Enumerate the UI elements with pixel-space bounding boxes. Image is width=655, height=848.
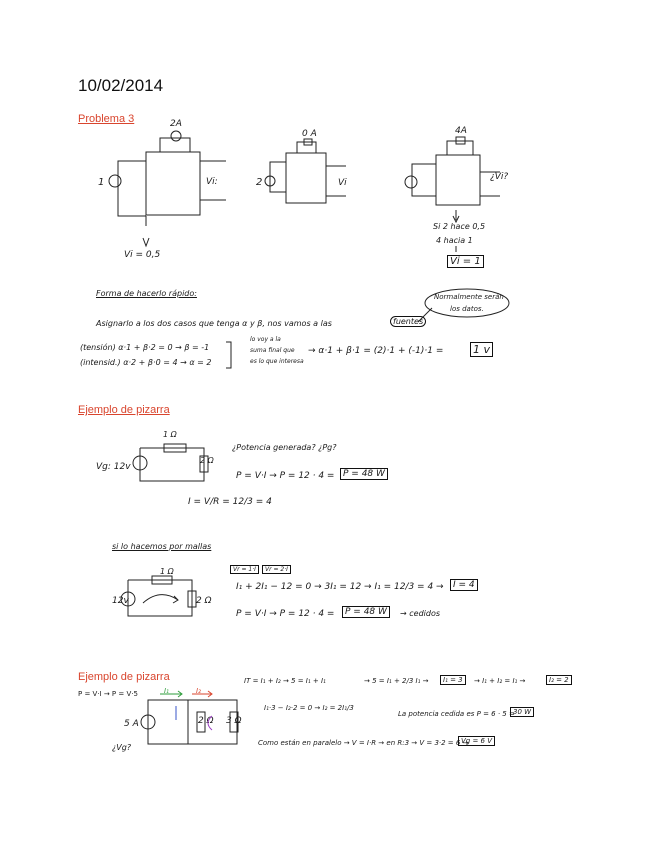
ej2-eq3: Como están en paralelo → V = I·R → en R:3 → V = 3·2 = 6 →: [258, 739, 469, 747]
intro-fuentes: fuentes: [390, 316, 426, 327]
ej2-i1: I₁: [164, 687, 169, 695]
section-heading-problema: Problema 3: [78, 113, 135, 125]
ej1-c2-right: 2 Ω: [196, 596, 212, 606]
ej2-r2: 2 Ω: [198, 716, 214, 726]
ej1-circuit-a: [133, 444, 208, 481]
rapido-title: Forma de hacerlo rápido:: [96, 289, 197, 298]
c3-right-label: ¿Vi?: [490, 172, 509, 182]
ej1-r-top: 1 Ω: [163, 430, 177, 439]
c3-result: Vi = 1: [447, 255, 484, 268]
circuit-2: [265, 139, 346, 203]
eq-note-1: lo voy a la: [250, 336, 281, 343]
ej1-v1: Vr = 1·I: [230, 565, 259, 574]
c1-top-label: 2A: [170, 119, 182, 129]
ej1-cedidos: → cedidos: [400, 609, 441, 618]
c3-line2: 4 hacia 1: [436, 236, 473, 245]
c1-note: Vi = 0,5: [124, 250, 161, 260]
circuit-1: [109, 131, 226, 246]
section-heading-ejemplo-2: Ejemplo de pizarra: [78, 671, 170, 683]
ej2-eq2b: La potencia cedida es P = 6 · 5 =: [398, 710, 515, 718]
ej1-question: ¿Potencia generada? ¿Pg?: [232, 443, 337, 452]
note-bubble: [425, 289, 509, 317]
ej1-mesh-eq: I₁ + 2I₁ − 12 = 0 → 3I₁ = 12 → I₁ = 12/3 = 4 →: [236, 582, 444, 592]
c1-left-label: 1: [98, 177, 105, 188]
c2-top-label: 0 A: [302, 129, 317, 139]
ej1-c2-left: 12v: [112, 596, 129, 606]
c3-top-label: 4A: [455, 126, 467, 136]
ej2-vg: ¿Vg?: [112, 743, 132, 752]
ej1-vg: Vg: 12v: [96, 462, 131, 472]
ej2-box-i1: I₁ = 3: [440, 675, 466, 685]
ej1-power-box: P = 48 W: [340, 468, 388, 480]
eq-note-3: es lo que interesa: [250, 358, 304, 365]
eq-bracket: [226, 342, 231, 368]
ej1-mallas-title: si lo hacemos por mallas: [112, 542, 212, 551]
ej2-box-i2: I₂ = 2: [546, 675, 572, 685]
ej1-power-eq: P = V·I → P = 12 · 4 =: [236, 471, 335, 481]
eq-result: → α·1 + β·1 = (2)·1 + (-1)·1 =: [308, 346, 444, 356]
ej1-v2: Vr = 2·I: [262, 565, 291, 574]
equation-1: (tensión) α·1 + β·2 = 0 → β = -1: [80, 343, 210, 352]
ej1-current-eq: I = V/R = 12/3 = 4: [188, 497, 272, 507]
ej2-source: 5 A: [124, 719, 139, 729]
c3-line1: Si 2 hace 0,5: [433, 222, 486, 231]
ej1-c2-top: 1 Ω: [160, 567, 174, 576]
ej2-i2: I₂: [196, 687, 201, 695]
ej2-box-power: 30 W: [510, 707, 534, 717]
eq-note-2: suma final que: [250, 347, 295, 354]
page-date: 10/02/2014: [78, 76, 164, 95]
eq-final: 1 v: [470, 342, 493, 357]
ej2-eq1: IT = I₁ + I₂ → 5 = I₁ + I₁: [244, 677, 326, 685]
c2-right-label: Vi: [338, 178, 347, 188]
ej2-power-eq: P = V·I → P = V·5: [78, 690, 138, 698]
circuit-3: [405, 137, 500, 252]
ej2-circuit: [141, 691, 238, 744]
ej2-eq2: I₁·3 − I₂·2 = 0 → I₂ = 2I₁/3: [264, 704, 354, 712]
section-heading-ejemplo-1: Ejemplo de pizarra: [78, 404, 170, 416]
c1-right-label: Vi:: [206, 177, 218, 187]
ej2-r3: 3 Ω: [226, 716, 242, 726]
ej1-current-box: I = 4: [450, 579, 478, 591]
ej1-power-box-2: P = 48 W: [342, 606, 390, 618]
ej2-eq1c: → I₁ + I₂ = I₁ →: [474, 677, 526, 685]
ej1-r-right: 2 Ω: [200, 456, 214, 465]
ej2-box-vg: Vg = 6 V: [458, 736, 495, 746]
ej2-eq1b: → 5 = I₁ + 2/3 I₁ →: [364, 677, 429, 685]
equation-2: (intensid.) α·2 + β·0 = 4 → α = 2: [80, 358, 212, 367]
ej1-circuit-b: [121, 576, 196, 616]
c2-left-label: 2: [256, 177, 263, 188]
bubble-line2: los datos.: [450, 305, 484, 313]
bubble-line1: Normalmente serán: [434, 293, 504, 301]
intro-line: Asignarlo a los dos casos que tenga α y β, nos vamos a las: [96, 319, 332, 328]
ej1-power-eq-2: P = V·I → P = 12 · 4 =: [236, 609, 335, 619]
